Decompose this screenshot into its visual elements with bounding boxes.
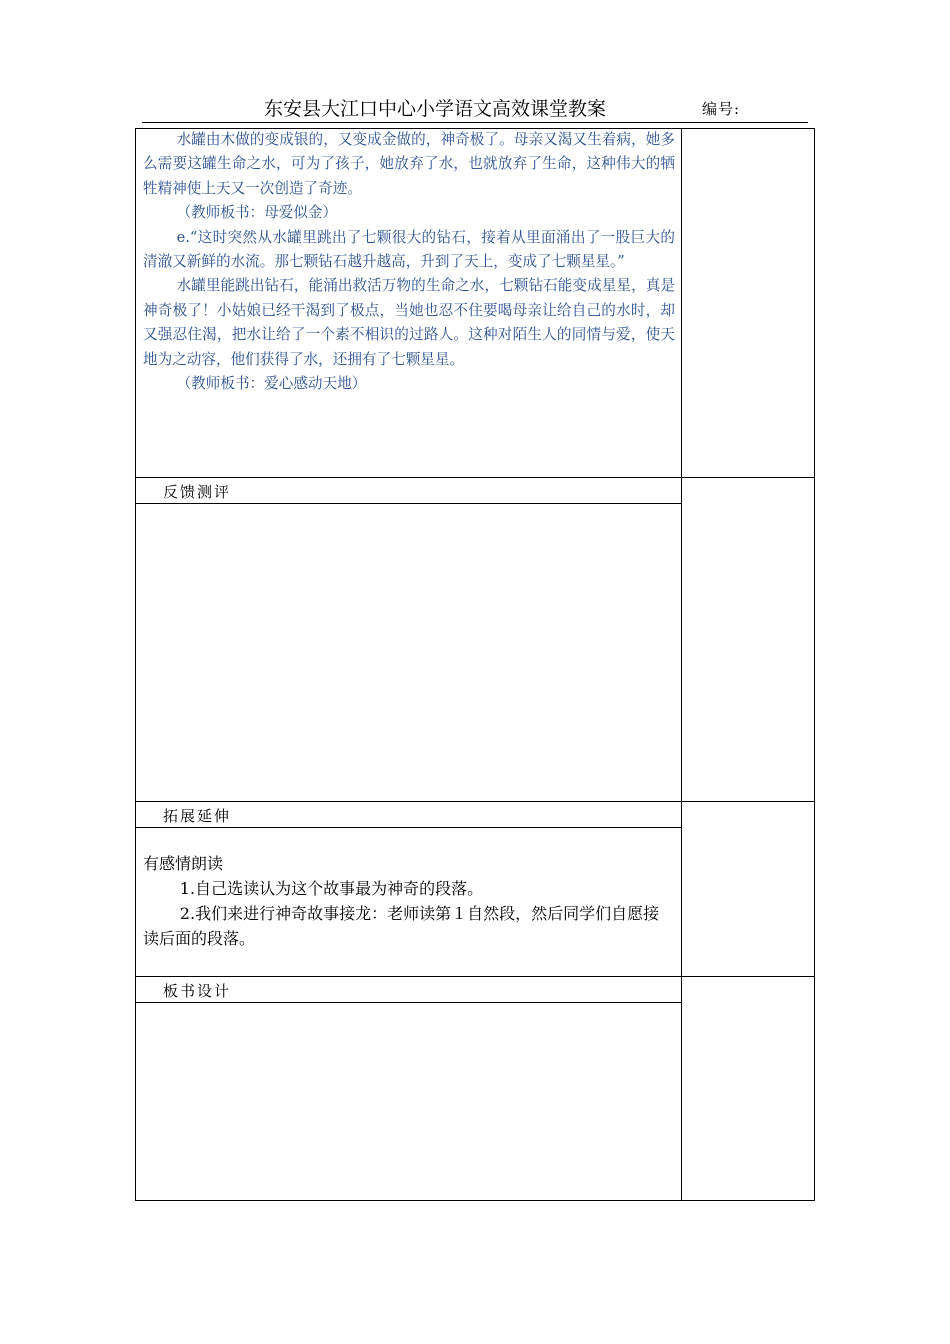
row-divider [135, 477, 815, 478]
row-divider [135, 503, 681, 504]
column-divider [681, 128, 682, 1201]
page-header [142, 92, 808, 123]
board-design-label: 板书设计 [163, 982, 232, 1000]
serial-number-label: 编号: [702, 100, 741, 118]
page-title: 东安县大江口中心小学语文高效课堂教案 [264, 98, 607, 120]
row-divider [135, 976, 815, 977]
row-divider [135, 827, 681, 828]
extension-heading: 有感情朗读 [143, 854, 224, 873]
lesson-quote: e.“这时突然从水罐里跳出了七颗很大的钻石，接着从里面涌出了一股巨大的清澈又新鲜的水流。那七颗钻石越升越高，升到了天上，变成了七颗星星。” [143, 228, 675, 271]
extension-content [143, 851, 675, 951]
board-note: （教师板书：爱心感动天地） [176, 375, 367, 393]
row-divider [135, 801, 815, 802]
feedback-label: 反馈测评 [163, 483, 232, 501]
extension-label: 拓展延伸 [163, 807, 232, 825]
extension-item: 2.我们来进行神奇故事接龙：老师读第１自然段，然后同学们自愿接读后面的段落。 [143, 904, 660, 948]
lesson-paragraph: 水罐由木做的变成银的，又变成金做的，神奇极了。母亲又渴又生着病，她多么需要这罐生命之水，可为了孩子，她放弃了水，也就放弃了生命，这种伟大的牺牲精神使上天又一次创造了奇迹。 [143, 131, 675, 197]
extension-item: 1.自己选读认为这个故事最为神奇的段落。 [179, 879, 484, 898]
board-note: （教师板书：母爱似金） [176, 204, 338, 222]
lesson-body [143, 128, 675, 396]
row-divider [135, 1002, 681, 1003]
lesson-paragraph: 水罐里能跳出钻石，能涌出救活万物的生命之水，七颗钻石能变成星星，真是神奇极了！小姑娘已经干渴到了极点，当她也忍不住要喝母亲让给自己的水时，却又强忍住渴，把水让给了一个素不相识的过路人。这种对陌生人的同情与爱，使天地为之动容，他们获得了水，还拥有了七颗星星。 [143, 277, 675, 368]
